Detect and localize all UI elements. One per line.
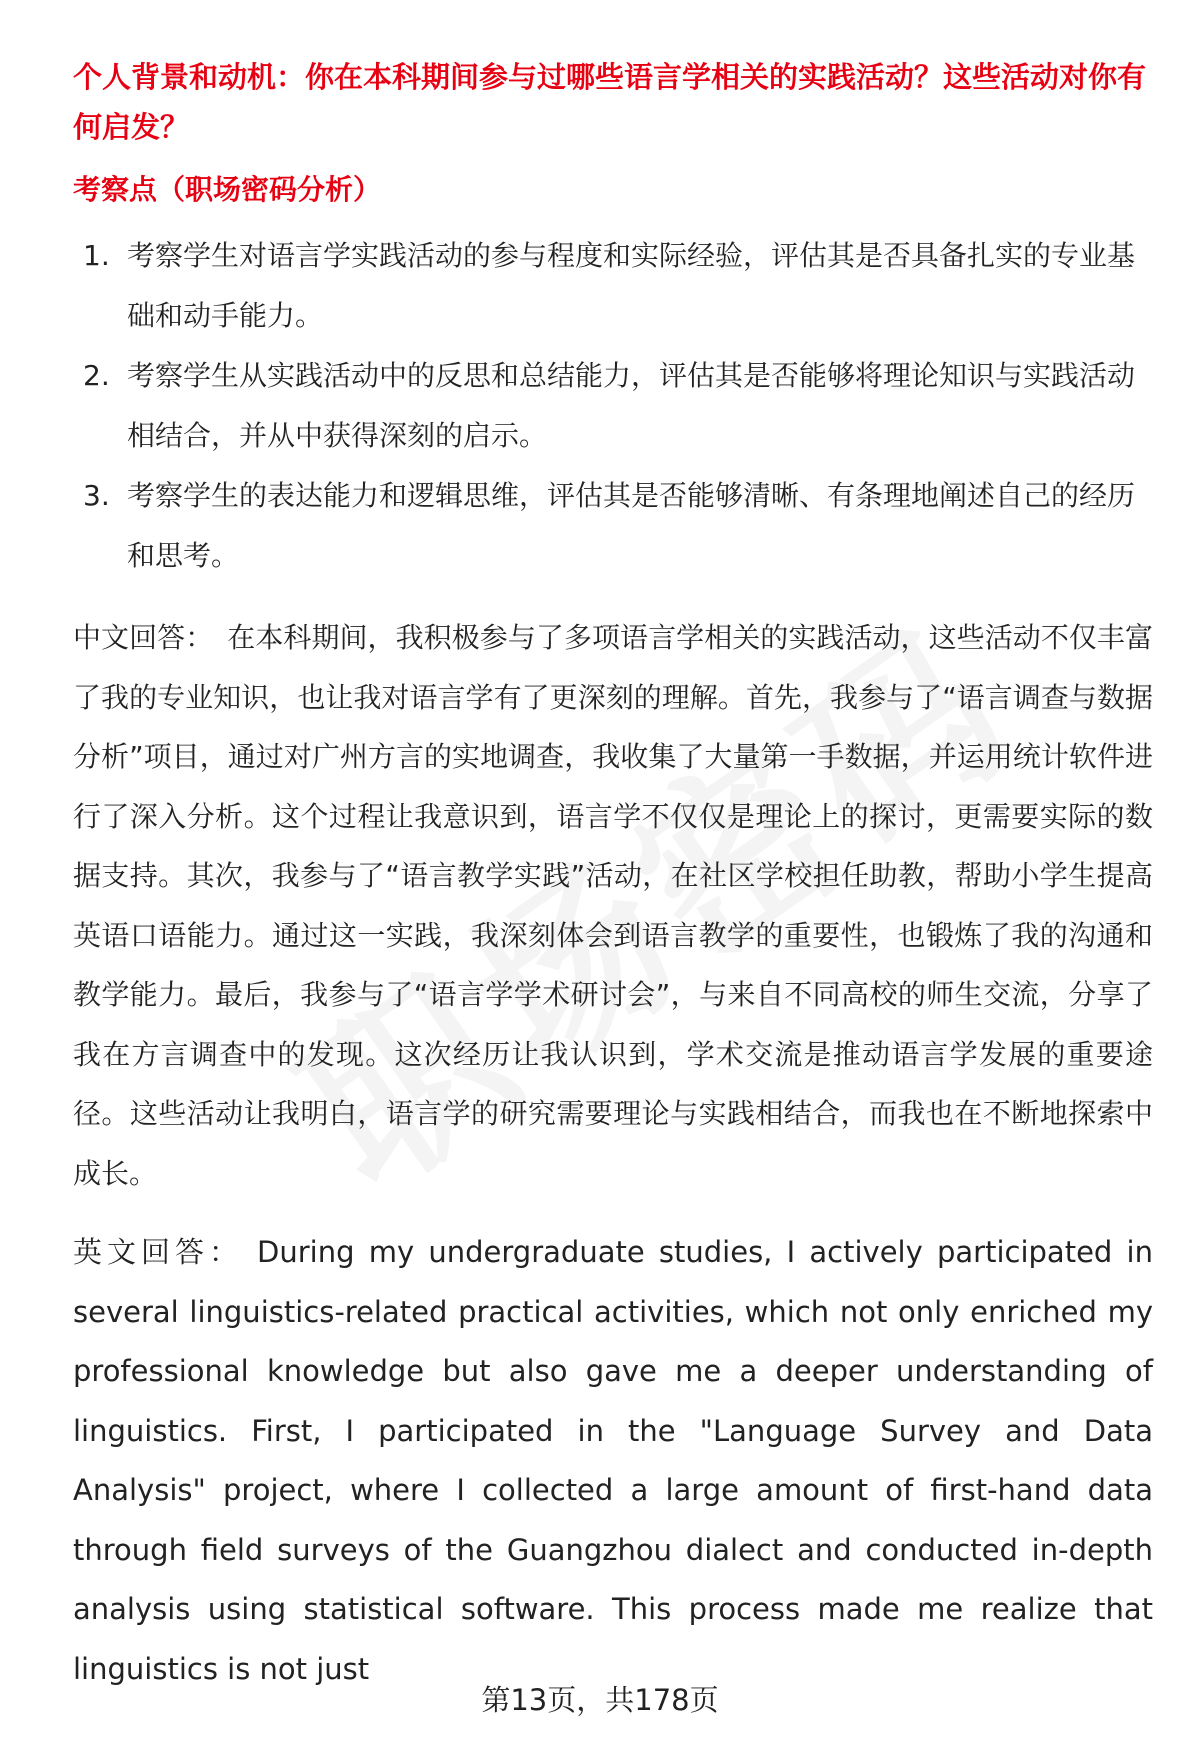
chinese-answer-text: 在本科期间，我积极参与了多项语言学相关的实践活动，这些活动不仅丰富了我的专业知识，也让我对语言学有了更深刻的理解。首先，我参与了“语言调查与数据分析”项目，通过对广州方言的实地调查，我收集了大量第一手数据，并运用统计软件进行了深入分析。这个过程让我意识到，语言学不仅仅是理论上的探讨，更需要实际的数据支持。其次，我参与了“语言教学实践”活动，在社区学校担任助教，帮助小学生提高英语口语能力。通过这一实践，我深刻体会到语言教学的重要性，也锻炼了我的沟通和教学能力。最后，我参与了“语言学学术研讨会”，与来自不同高校的师生交流，分享了我在方言调查中的发现。这次经历让我认识到，学术交流是推动语言学发展的重要途径。这些活动让我明白，语言学的研究需要理论与实践相结合，而我也在不断地探索中成长。 [73,621,1153,1190]
point-number: 3. [83,479,110,512]
chinese-answer-label: 中文回答： [73,621,214,654]
point-number: 1. [83,239,110,272]
section-title: 考察点（职场密码分析） [73,173,382,206]
point-item [73,226,1153,346]
english-answer [73,1223,1153,1699]
page-footer: 第13页，共178页 [481,1683,719,1717]
point-item [73,346,1153,466]
english-answer-label: 英文回答： [73,1235,244,1269]
question-heading: 个人背景和动机：你在本科期间参与过哪些语言学相关的实践活动？这些活动对你有何启发？ [73,60,1147,144]
point-text: 考察学生的表达能力和逻辑思维，评估其是否能够清晰、有条理地阐述自己的经历和思考。 [127,479,1136,572]
point-text: 考察学生从实践活动中的反思和总结能力，评估其是否能够将理论知识与实践活动相结合，并从中获得深刻的启示。 [127,359,1136,452]
english-answer-text: During my undergraduate studies, I actively participated in several linguistics-related practical activities, which not only enriched my professional knowledge but also gave me a deeper understanding of linguistics. First, I participated in the "Language Survey and Data Analysis" project, where I collected a large amount of first-hand data through field surveys of the Guangzhou dialect and conducted in-depth analysis using statistical software. This process made me realize that linguistics is not just [73,1235,1153,1686]
document-content [73,52,1153,1699]
point-number: 2. [83,359,110,392]
point-item [73,466,1153,586]
point-text: 考察学生对语言学实践活动的参与程度和实际经验，评估其是否具备扎实的专业基础和动手能力。 [127,239,1136,332]
chinese-answer [73,608,1153,1203]
assessment-points [73,226,1153,586]
